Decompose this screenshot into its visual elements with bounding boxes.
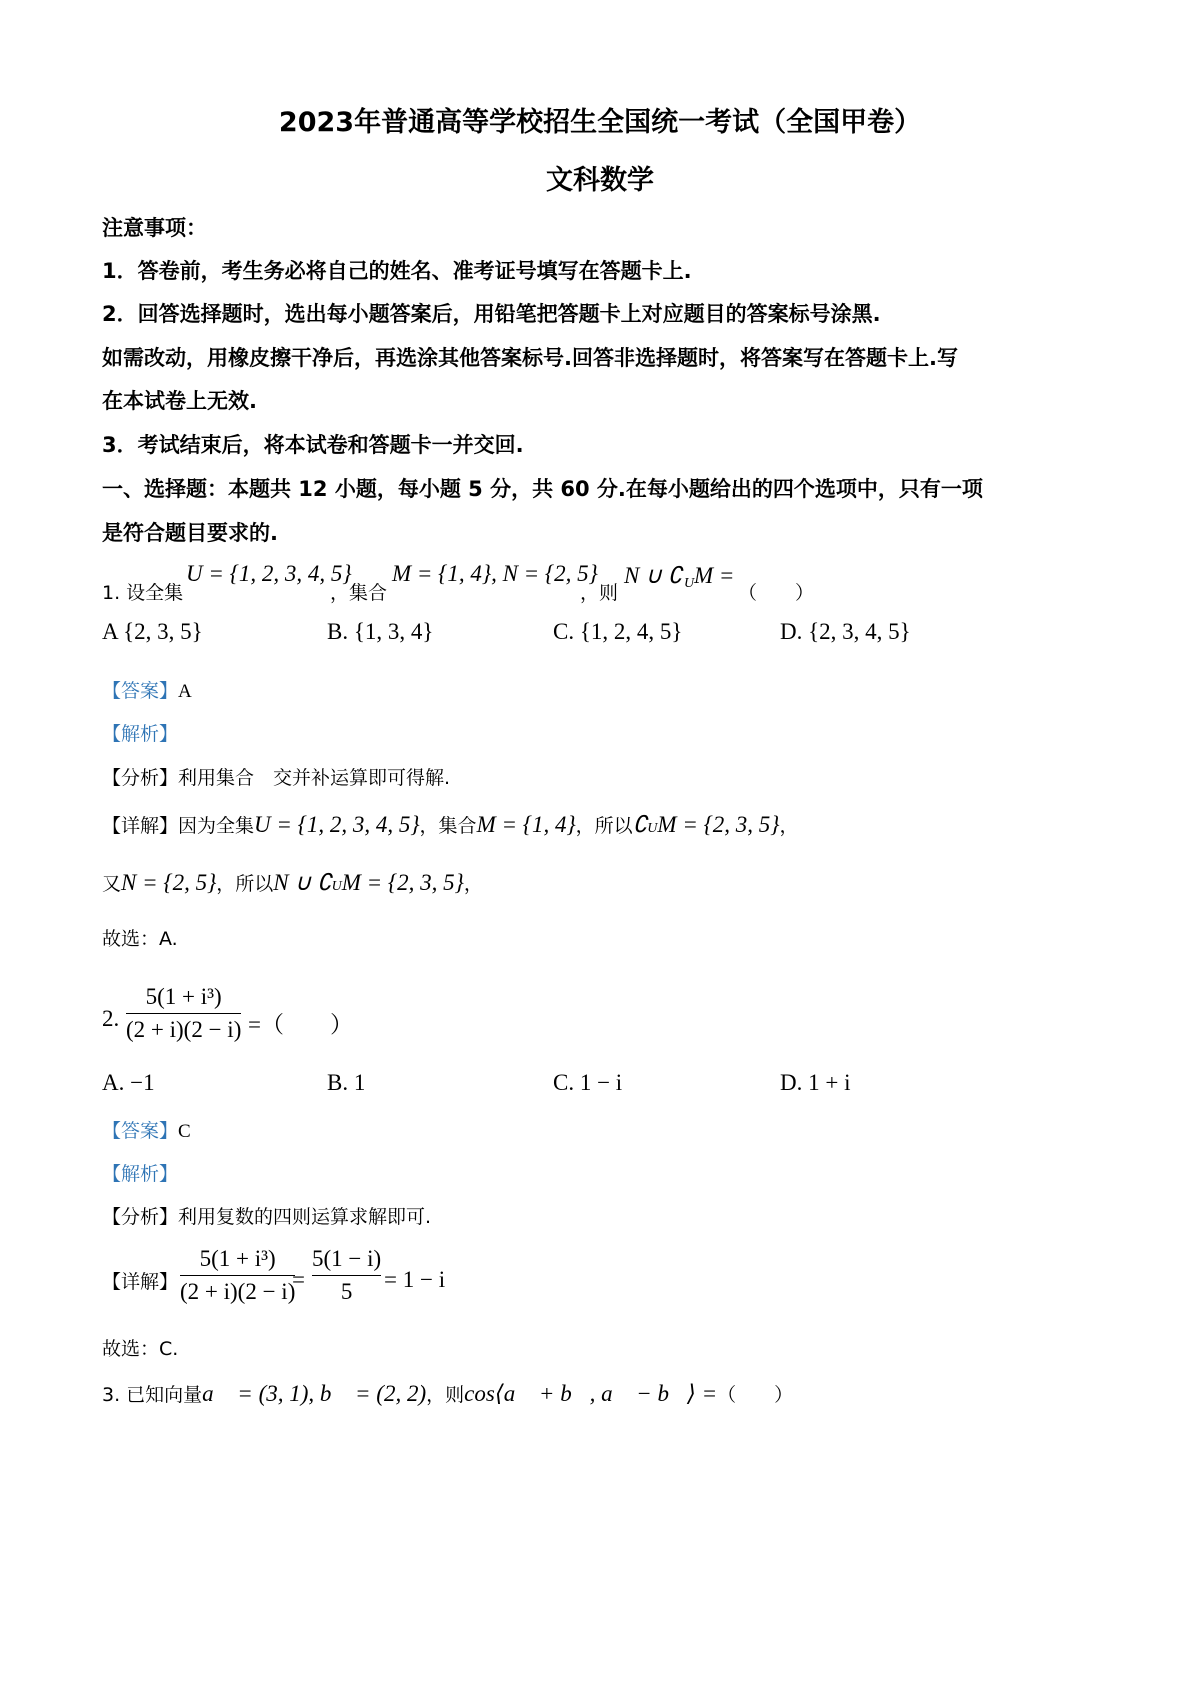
q1-conclusion: 故选：A. bbox=[102, 928, 178, 950]
q1-set-u: U = {1, 2, 3, 4, 5} bbox=[186, 561, 352, 586]
detail-text: ，集合 bbox=[419, 815, 477, 837]
detail-text: 又 bbox=[102, 873, 122, 895]
detail-math: ∁ bbox=[632, 812, 648, 837]
q1-option-d: D. {2, 3, 4, 5} bbox=[780, 619, 911, 644]
q2-numerator: 5(1 + i³) bbox=[145, 984, 222, 1009]
answer-value: A bbox=[178, 681, 192, 702]
q2-detail-eq1: = bbox=[292, 1267, 305, 1292]
q2-number: 2. bbox=[102, 1006, 120, 1031]
q3-then: ，则 bbox=[426, 1384, 465, 1406]
q1-fenxi: 【分析】利用集合 交并补运算即可得解. bbox=[102, 767, 451, 789]
notice-item-1: 1．答卷前，考生务必将自己的姓名、准考证号填写在答题卡上. bbox=[102, 259, 692, 283]
detail-text: ， bbox=[779, 815, 799, 837]
q1-expr-end: M = bbox=[694, 563, 735, 588]
notice-item-2-end: 在本试卷上无效. bbox=[102, 389, 257, 413]
q2-answer bbox=[102, 1116, 191, 1143]
detail-numerator: 5(1 − i) bbox=[312, 1246, 382, 1271]
notice-heading: 注意事项： bbox=[102, 216, 207, 240]
notice-item-2-cont: 如需改动，用橡皮擦干净后，再选涂其他答案标号.回答非选择题时，将答案写在答题卡上.写 bbox=[102, 346, 958, 370]
fraction-bar bbox=[312, 1275, 381, 1276]
q2-equals: =（ ） bbox=[248, 1012, 353, 1037]
q1-set-mn: M = {1, 4}, N = {2, 5} bbox=[392, 561, 598, 586]
notice-item-3: 3．考试结束后，将本试卷和答题卡一并交回. bbox=[102, 433, 524, 457]
answer-value: C bbox=[178, 1121, 191, 1142]
page-subtitle: 文科数学 bbox=[546, 165, 654, 196]
q3-paren: （ ） bbox=[717, 1384, 794, 1406]
detail-math: M = {2, 3, 5} bbox=[341, 870, 464, 895]
q2-option-b: B. 1 bbox=[327, 1070, 366, 1095]
detail-sub: U bbox=[647, 821, 658, 836]
q1-paren: （ ） bbox=[738, 582, 815, 604]
detail-denominator: (2 + i)(2 − i) bbox=[180, 1279, 296, 1304]
q1-answer bbox=[102, 676, 192, 703]
q2-denominator: (2 + i)(2 − i) bbox=[126, 1017, 242, 1042]
q2-detail-fraction-2 bbox=[312, 1246, 381, 1305]
q2-detail-fraction-1 bbox=[180, 1246, 295, 1305]
detail-sub: U bbox=[331, 879, 342, 894]
q1-expr: N ∪ ∁ bbox=[624, 563, 683, 588]
q2-option-c: C. 1 − i bbox=[553, 1070, 623, 1095]
fraction-bar bbox=[180, 1275, 295, 1276]
detail-math: M = {2, 3, 5} bbox=[657, 812, 780, 837]
notice-item-2: 2．回答选择题时，选出每小题答案后，用铅笔把答题卡上对应题目的答案标号涂黑. bbox=[102, 302, 881, 326]
q2-option-d: D. 1 + i bbox=[780, 1070, 851, 1095]
q2-detail-tag: 【详解】 bbox=[102, 1271, 179, 1293]
q1-detail-line2 bbox=[102, 869, 483, 896]
q1-option-b: B. {1, 3, 4} bbox=[327, 619, 434, 644]
fraction-bar bbox=[126, 1013, 241, 1014]
q1-detail-line1 bbox=[102, 811, 799, 838]
detail-numerator: 5(1 + i³) bbox=[199, 1246, 276, 1271]
q1-then: ，则 bbox=[580, 582, 619, 604]
q1-option-a: A {2, 3, 5} bbox=[102, 619, 203, 644]
page-title: 2023年普通高等学校招生全国统一考试（全国甲卷） bbox=[278, 107, 922, 138]
q2-conclusion: 故选：C. bbox=[102, 1338, 179, 1360]
detail-math: N ∪ ∁ bbox=[273, 870, 332, 895]
q2-fenxi: 【分析】利用复数的四则运算求解即可. bbox=[102, 1206, 432, 1228]
q2-fraction bbox=[126, 984, 241, 1043]
q1-analysis-tag: 【解析】 bbox=[102, 723, 179, 745]
detail-math: N = {2, 5} bbox=[121, 870, 217, 895]
q2-option-a: A. −1 bbox=[102, 1070, 155, 1095]
q1-expr-sub: U bbox=[684, 576, 695, 591]
q3-stem bbox=[102, 1380, 793, 1407]
detail-denominator: 5 bbox=[340, 1279, 353, 1304]
q2-detail-eq2: = 1 − i bbox=[384, 1267, 446, 1292]
q1-option-c: C. {1, 2, 4, 5} bbox=[553, 619, 683, 644]
q3-expr: cos⟨a⃗ + b⃗, a⃗ − b⃗⟩ = bbox=[464, 1381, 718, 1406]
detail-text: ， bbox=[463, 873, 483, 895]
detail-text: ，所以 bbox=[575, 815, 633, 837]
section-heading-line1: 一、选择题：本题共 12 小题，每小题 5 分，共 60 分.在每小题给出的四个选项中，只有一项 bbox=[102, 477, 983, 501]
detail-text: 【详解】因为全集 bbox=[102, 815, 255, 837]
q3-vectors: a⃗ = (3, 1), b⃗ = (2, 2) bbox=[202, 1381, 427, 1406]
answer-tag: 【答案】 bbox=[102, 680, 179, 702]
q1-prefix: 1. 设全集 bbox=[102, 582, 184, 604]
section-heading-line2: 是符合题目要求的. bbox=[102, 521, 278, 545]
q2-analysis-tag: 【解析】 bbox=[102, 1163, 179, 1185]
q1-mid: ，集合 bbox=[330, 582, 388, 604]
detail-math: U = {1, 2, 3, 4, 5} bbox=[254, 812, 420, 837]
detail-text: ，所以 bbox=[216, 873, 274, 895]
answer-tag: 【答案】 bbox=[102, 1120, 179, 1142]
detail-math: M = {1, 4} bbox=[476, 812, 576, 837]
q3-prefix: 3. 已知向量 bbox=[102, 1384, 203, 1406]
